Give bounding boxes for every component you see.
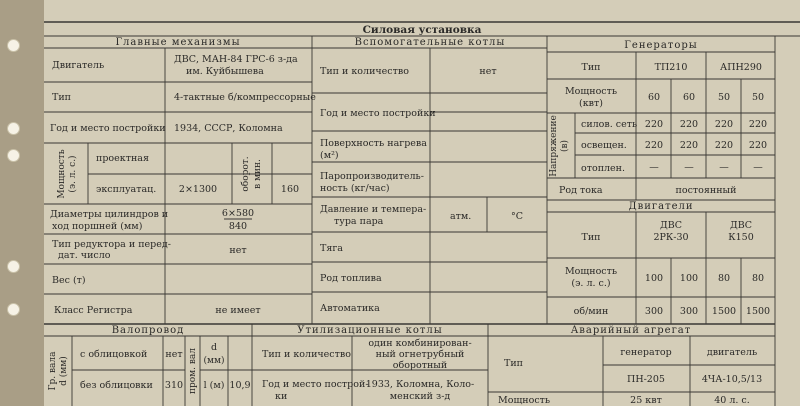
eng-rpm-value: 300 [644,306,664,317]
operating-value: 2×1300 [178,184,218,195]
eng-power-value: 100 [679,273,699,284]
binder-hole [7,149,20,162]
voltage-label-line2: (в) [560,139,570,153]
binder-hole [7,260,20,273]
voltage-row-label: освещен. [581,140,627,151]
generators-header: Генераторы [624,40,698,51]
design-label: проектная [96,153,149,164]
util-year-label-line2: ки [275,391,288,402]
aux-boilers-header: Вспомогательные котлы [354,37,506,48]
util-type-label: Тип и количество [262,349,351,360]
operating-label: эксплуатац. [96,184,157,195]
rpm-label-line2: в мин. [253,159,263,189]
power-label-vertical [57,149,78,198]
gen-type-1: ТП210 [654,62,688,73]
engine-label: Двигатель [52,60,105,71]
voltage-value: 220 [644,119,664,130]
cylinder-label-line2: ход поршней (мм) [52,221,143,232]
gen-power-value: 50 [751,92,765,103]
interm-shaft-label: пром. вал [188,347,198,395]
rpm-label-line1: оборот. [241,156,251,192]
weight-label: Вес (т) [52,275,86,286]
voltage-row-label: силов. сеть [581,119,638,130]
aux-year-label: Год и место постройки [320,108,436,119]
fuel-label: Род топлива [320,273,382,284]
voltage-value: 220 [748,140,768,151]
draft-label: Тяга [320,243,343,254]
aux-type-label: Тип и количество [320,66,409,77]
util-year-label-line1: Год и место построй- [262,379,369,390]
shaft-header: Валопровод [111,325,185,336]
eng-rpm-label: об/мин [573,306,609,317]
voltage-value: 220 [714,140,734,151]
gen-type-value: ПН-205 [627,374,665,385]
current-label: Род тока [559,185,603,196]
voltage-value: 220 [748,119,768,130]
util-year-value-line1: 1933, Коломна, Коло- [365,379,475,390]
shaft-diam-line2: d (мм) [59,356,69,386]
power-label-line2: (э. л. с.) [68,155,78,193]
voltage-value: 220 [679,119,699,130]
pressure-label-line1: Давление и темпера- [320,204,427,215]
eng-type-value: 4ЧА-10,5/13 [701,374,763,385]
gear-value: нет [229,245,247,256]
with-lining-label: с облицовкой [80,349,148,360]
emergency-power-label: Мощность [498,395,551,406]
class-label: Класс Регистра [54,305,133,316]
binder-hole [7,122,20,135]
eng-power-value: 40 л. с. [714,395,750,406]
without-lining-label: без облицовки [80,380,153,391]
util-year-value-line2: менский з-д [389,391,451,402]
gen-power-label-line2: (квт) [579,98,603,109]
gen-power-value: 60 [682,92,696,103]
year-label: Год и место постройки [50,123,166,134]
l-label: l (м) [203,380,225,391]
util-boilers-header: Утилизационные котлы [297,325,443,336]
binder-hole [7,303,20,316]
d-unit: (мм) [203,356,225,366]
d-label: d [210,342,218,353]
voltage-value: 220 [714,119,734,130]
eng-power-value: 80 [751,273,765,284]
cylinder-denominator: 840 [228,221,248,232]
eng-type-1-line2: 2РК-30 [653,232,689,243]
gear-label-line2: дат. число [58,250,111,261]
with-lining-value: нет [165,349,183,360]
gen-power-value: 50 [717,92,731,103]
rpm-value: 160 [280,184,300,195]
engine-value-line2: им. Куйбышева [186,66,264,77]
eng-power-value: 80 [717,273,731,284]
voltage-value: — [753,162,763,173]
voltage-row-label: отоплен. [581,163,626,174]
celsius-unit: °С [511,211,524,222]
document-sheet [44,0,800,406]
cylinder-numerator: 6×580 [221,208,255,219]
col-engine: двигатель [706,347,758,358]
cylinder-label-line1: Диаметры цилиндров и [50,209,169,220]
eng-type-2-line1: ДВС [730,220,752,231]
voltage-label-vertical [549,115,570,177]
eng-power-label-line1: Мощность [564,266,618,277]
voltage-label-line1: Напряжение [549,115,559,177]
l-value: 10,9 [229,380,251,391]
util-type-value-line3: оборотный [392,360,448,371]
voltage-value: — [684,162,694,173]
gen-power-label-line1: Мощность [564,86,618,97]
power-label-line1: Мощность [57,149,67,199]
table-title: Силовая установка [362,24,482,36]
gen-power-value: 60 [647,92,661,103]
atm-unit: атм. [450,211,472,222]
automation-label: Автоматика [320,303,380,314]
surface-label-line1: Поверхность нагрева [320,138,427,149]
voltage-value: — [719,162,729,173]
eng-rpm-value: 1500 [745,306,771,317]
util-type-value-line2: ный огнетрубный [375,349,465,360]
shaft-diam-vertical [48,351,69,391]
current-value: постоянный [675,185,737,196]
eng-power-value: 100 [644,273,664,284]
gen-power-value: 25 квт [630,395,662,406]
voltage-value: — [649,162,659,173]
eng-rpm-value: 300 [679,306,699,317]
emergency-type-label: Тип [504,358,523,369]
emergency-header: Аварийный агрегат [570,325,692,336]
voltage-value: 220 [679,140,699,151]
gen-type-2: АПН290 [720,62,762,73]
eng-rpm-value: 1500 [711,306,737,317]
eng-power-label-line2: (э. л. с.) [571,278,611,289]
gen-type-label: Тип [581,62,601,73]
type-label: Тип [52,92,71,103]
interm-shaft-vertical [188,348,198,394]
voltage-value: 220 [644,140,664,151]
util-type-value-line1: один комбинирован- [368,338,472,349]
binder-hole [7,39,20,52]
shaft-diam-line1: Гр. вала [48,351,58,391]
power-plant-table [44,0,800,406]
aux-type-value: нет [479,66,497,77]
col-generator: генератор [620,347,672,358]
engine-value-line1: ДВС, МАН-84 ГРС-6 з-да [174,54,298,65]
eng-type-label: Тип [581,232,601,243]
engines-header: Двигатели [628,201,694,212]
steam-label-line2: ность (кг/час) [320,183,390,194]
gear-label-line1: Тип редуктора и перед- [52,239,171,250]
year-value: 1934, СССР, Коломна [174,123,283,134]
type-value: 4-тактные б/компрессорные [174,92,316,103]
steam-label-line1: Паропроизводитель- [320,171,424,182]
without-lining-value: 310 [164,380,184,391]
pressure-label-line2: тура пара [334,216,384,227]
surface-label-line2: (м²) [320,150,339,161]
class-value: не имеет [215,305,261,316]
eng-type-2-line2: К150 [728,232,754,243]
eng-type-1-line1: ДВС [660,220,682,231]
main-mech-header: Главные механизмы [115,37,241,48]
